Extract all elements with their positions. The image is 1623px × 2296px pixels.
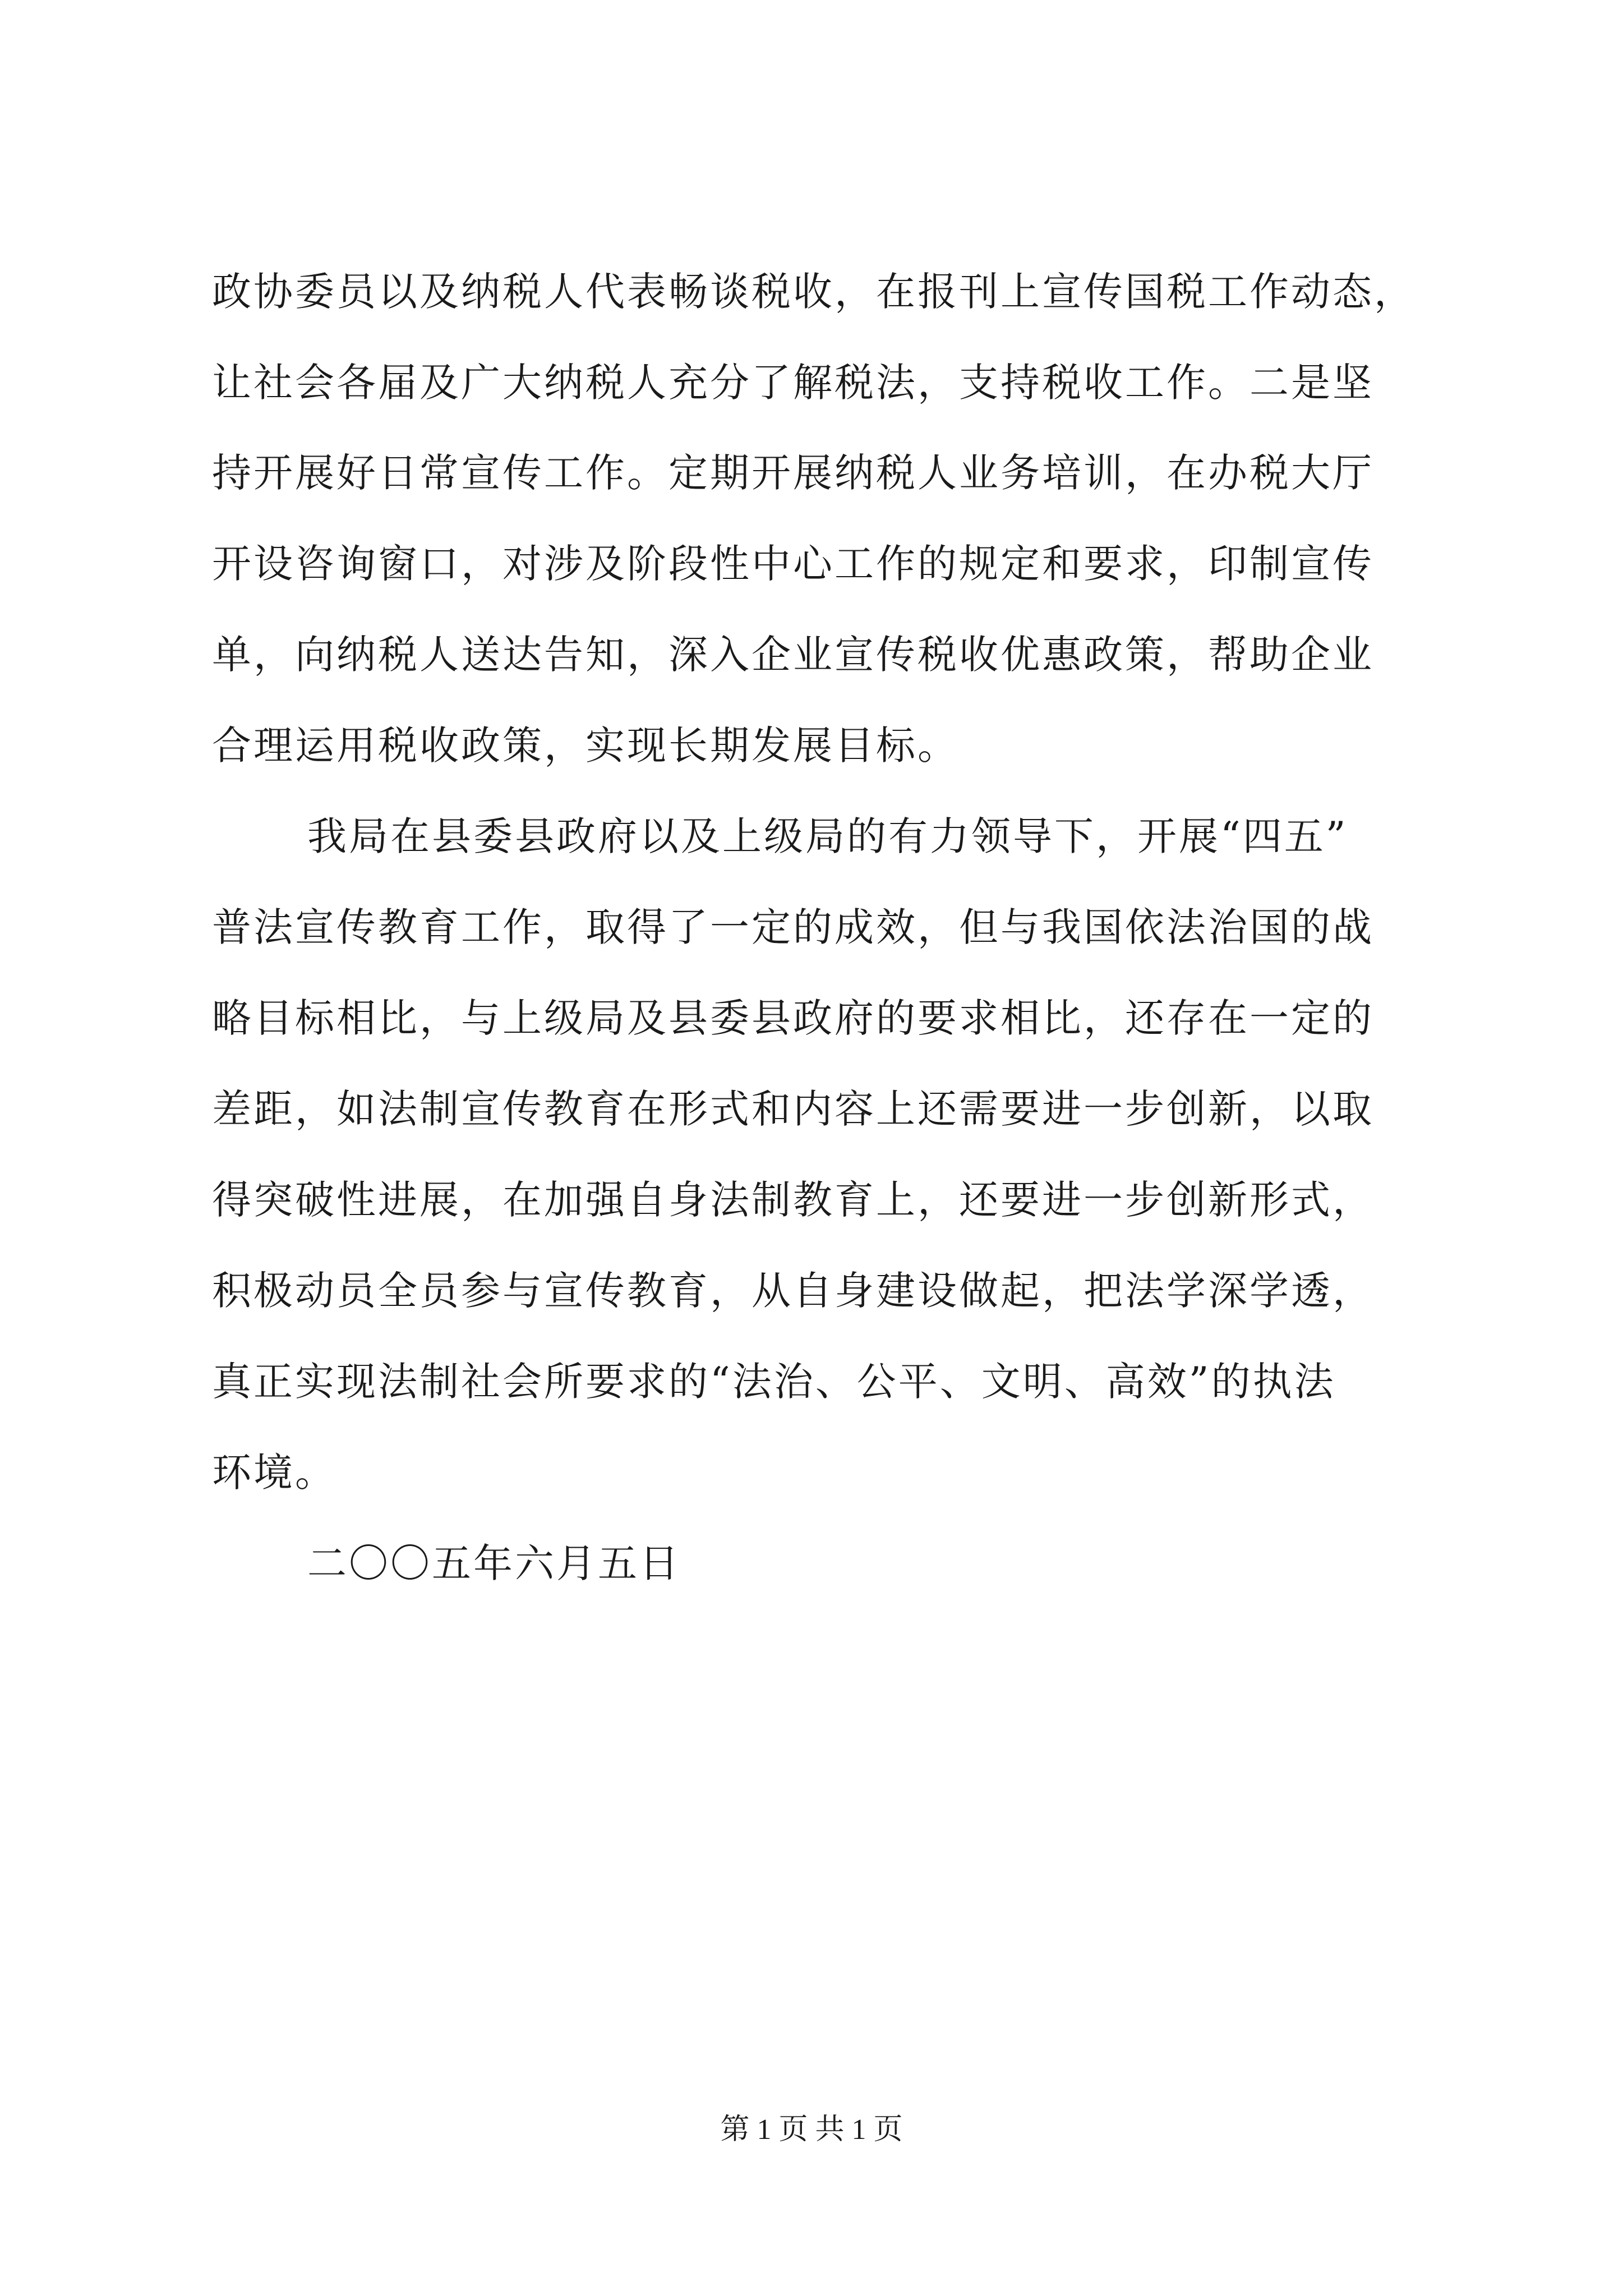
page-number-footer: 第 1 页 共 1 页 [720,2114,903,2146]
paragraph-line: 持开展好日常宣传工作。定期开展纳税人业务培训，在办税大厅 [212,450,1374,496]
paragraph-line: 环境。 [212,1450,336,1496]
paragraph-line: 我局在县委县政府以及上级局的有力领导下，开展“四五” [307,813,1348,859]
paragraph-line: 得突破性进展，在加强自身法制教育上，还要进一步创新形式， [212,1177,1374,1223]
paragraph-line: 积极动员全员参与宣传教育，从自身建设做起，把法学深学透， [212,1268,1374,1314]
document-date: 二〇〇五年六月五日 [307,1540,681,1586]
paragraph-line: 让社会各届及广大纳税人充分了解税法，支持税收工作。二是坚 [212,360,1374,406]
paragraph-line: 普法宣传教育工作，取得了一定的成效，但与我国依法治国的战 [212,904,1374,950]
paragraph-line: 略目标相比，与上级局及县委县政府的要求相比，还存在一定的 [212,995,1374,1041]
paragraph-line: 开设咨询窗口，对涉及阶段性中心工作的规定和要求，印制宣传 [212,541,1374,587]
paragraph-line: 单，向纳税人送达告知，深入企业宣传税收优惠政策，帮助企业 [212,632,1374,678]
paragraph-line: 差距，如法制宣传教育在形式和内容上还需要进一步创新，以取 [212,1086,1374,1132]
paragraph-line: 合理运用税收政策，实现长期发展目标。 [212,723,959,769]
paragraph-line: 政协委员以及纳税人代表畅谈税收，在报刊上宣传国税工作动态， [212,269,1415,315]
paragraph-line: 真正实现法制社会所要求的“法治、公平、文明、高效”的执法 [212,1359,1336,1405]
